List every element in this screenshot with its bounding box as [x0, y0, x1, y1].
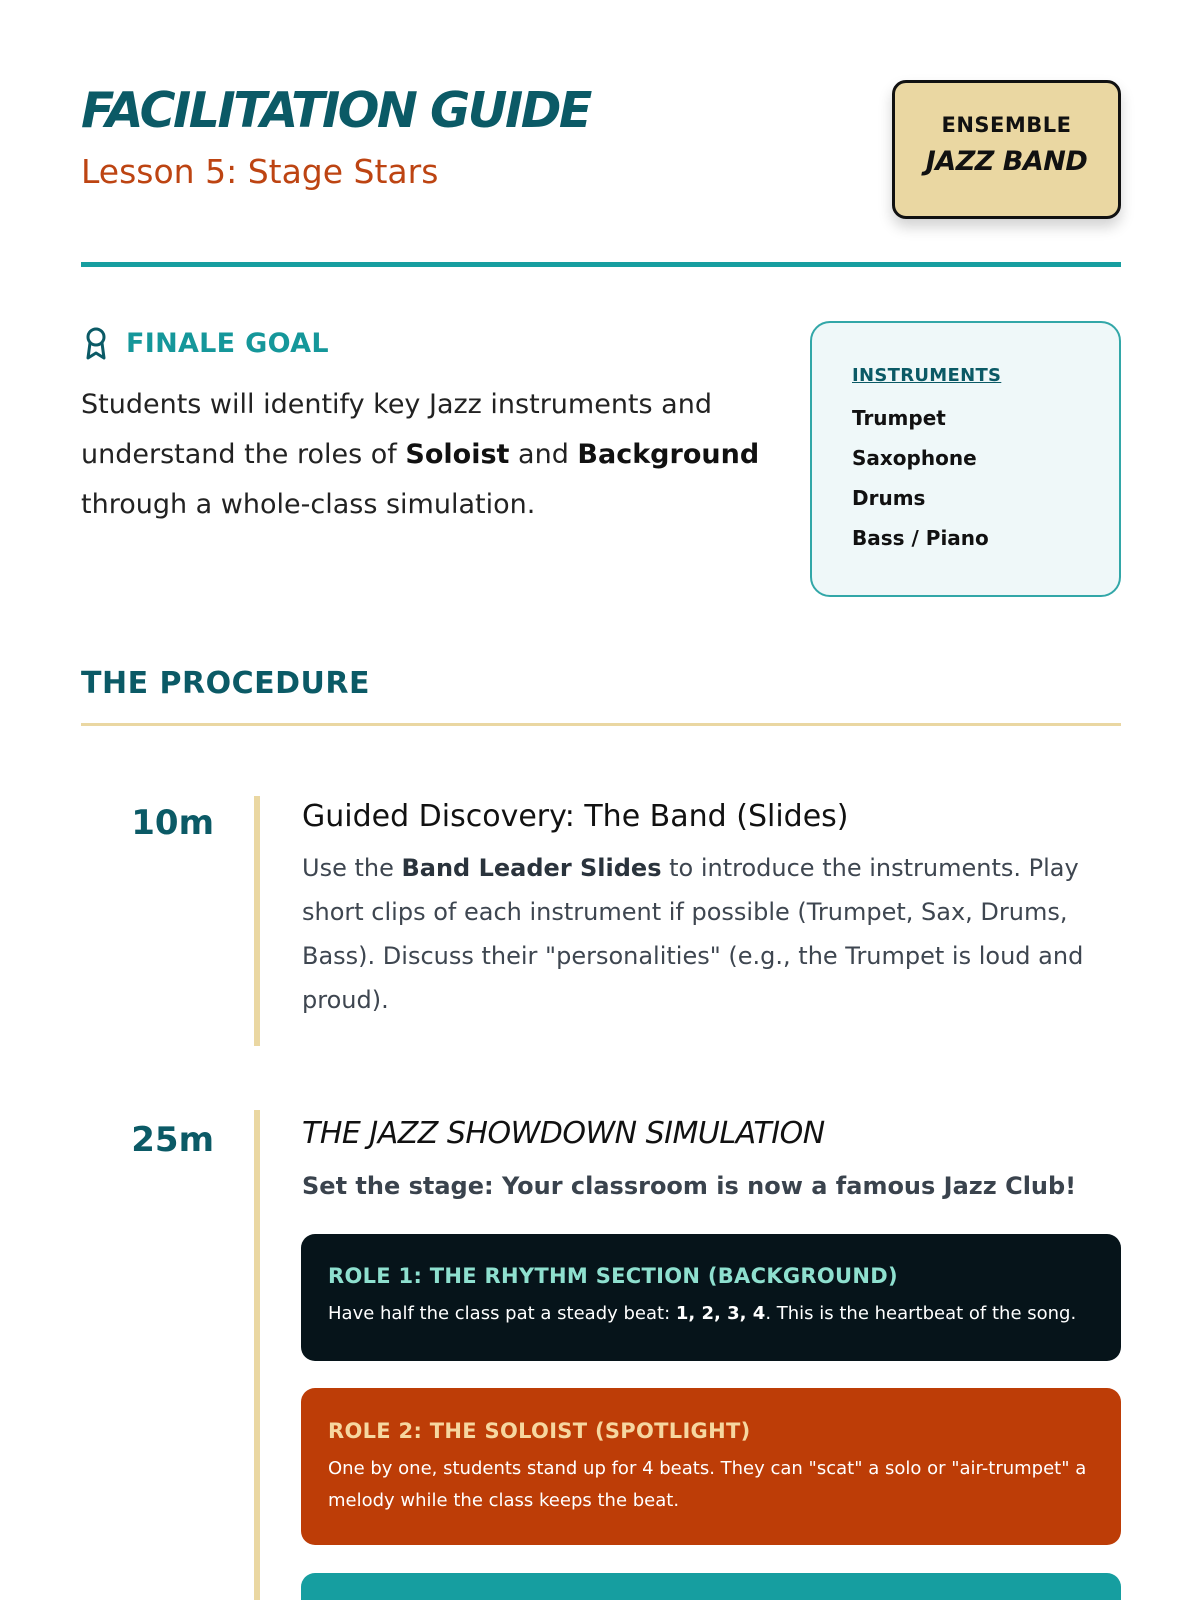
role-title: ROLE 1: THE RHYTHM SECTION (BACKGROUND) [328, 1264, 898, 1288]
step-title: Guided Discovery: The Band (Slides) [302, 799, 849, 834]
role-card-soloist [301, 1388, 1121, 1545]
goal-heading [84, 325, 329, 361]
award-ribbon-icon [84, 326, 108, 360]
beat-count-text: 1, 2, 3, 4 [675, 1303, 766, 1324]
step-text-segment: Use the [302, 854, 402, 882]
instrument-item: Bass / Piano [852, 526, 989, 550]
goal-text-segment: Students will identify key Jazz instruments and understand the roles of [81, 389, 712, 470]
role-text-segment: Have half the class pat a steady beat: [328, 1303, 676, 1324]
goal-text-segment: and [509, 439, 578, 470]
timeline-line [254, 1110, 260, 1600]
header-divider [81, 262, 1121, 267]
badge-value: JAZZ BAND [925, 146, 1088, 177]
page-title: FACILITATION GUIDE [81, 82, 590, 139]
step-duration: 10m [131, 803, 214, 843]
step-text-segment: to introduce the instruments. Play short clips of each instrument if possible (Trumpet, Sax, Drums, Bass). Discuss their "personalities" (e.g., the Trumpet is loud and proud). [302, 854, 1084, 1014]
step-duration: 25m [131, 1120, 214, 1160]
ensemble-badge [892, 80, 1121, 219]
role-card-next [301, 1573, 1121, 1600]
goal-description [81, 380, 761, 530]
step-title: THE JAZZ SHOWDOWN SIMULATION [302, 1116, 825, 1151]
instrument-item: Drums [852, 486, 926, 510]
instruments-label: INSTRUMENTS [852, 365, 1002, 386]
step-description [302, 846, 1124, 1022]
role-title: ROLE 2: THE SOLOIST (SPOTLIGHT) [328, 1419, 751, 1443]
role-description [328, 1298, 1121, 1330]
lesson-subtitle: Lesson 5: Stage Stars [81, 152, 439, 191]
procedure-title: THE PROCEDURE [81, 666, 370, 701]
goal-bold-soloist: Soloist [405, 439, 510, 470]
band-leader-slides-text: Band Leader Slides [401, 854, 662, 882]
instrument-item: Saxophone [852, 446, 977, 470]
role-description: One by one, students stand up for 4 beats. They can "scat" a solo or "air-trumpet" a melody while the class keeps the beat. [328, 1458, 1087, 1511]
timeline-line [254, 796, 260, 1046]
instruments-card [810, 321, 1121, 597]
badge-label: ENSEMBLE [941, 113, 1072, 137]
step-subtitle: Set the stage: Your classroom is now a famous Jazz Club! [302, 1172, 1077, 1200]
goal-text-segment: through a whole-class simulation. [81, 489, 536, 520]
goal-bold-background: Background [577, 439, 760, 470]
procedure-divider [81, 723, 1121, 726]
role-text-segment: . This is the heartbeat of the song. [765, 1303, 1077, 1324]
guide-header [81, 80, 1121, 220]
goal-title: FINALE GOAL [126, 327, 329, 359]
instrument-item: Trumpet [852, 406, 946, 430]
role-card-rhythm-section [301, 1234, 1121, 1361]
